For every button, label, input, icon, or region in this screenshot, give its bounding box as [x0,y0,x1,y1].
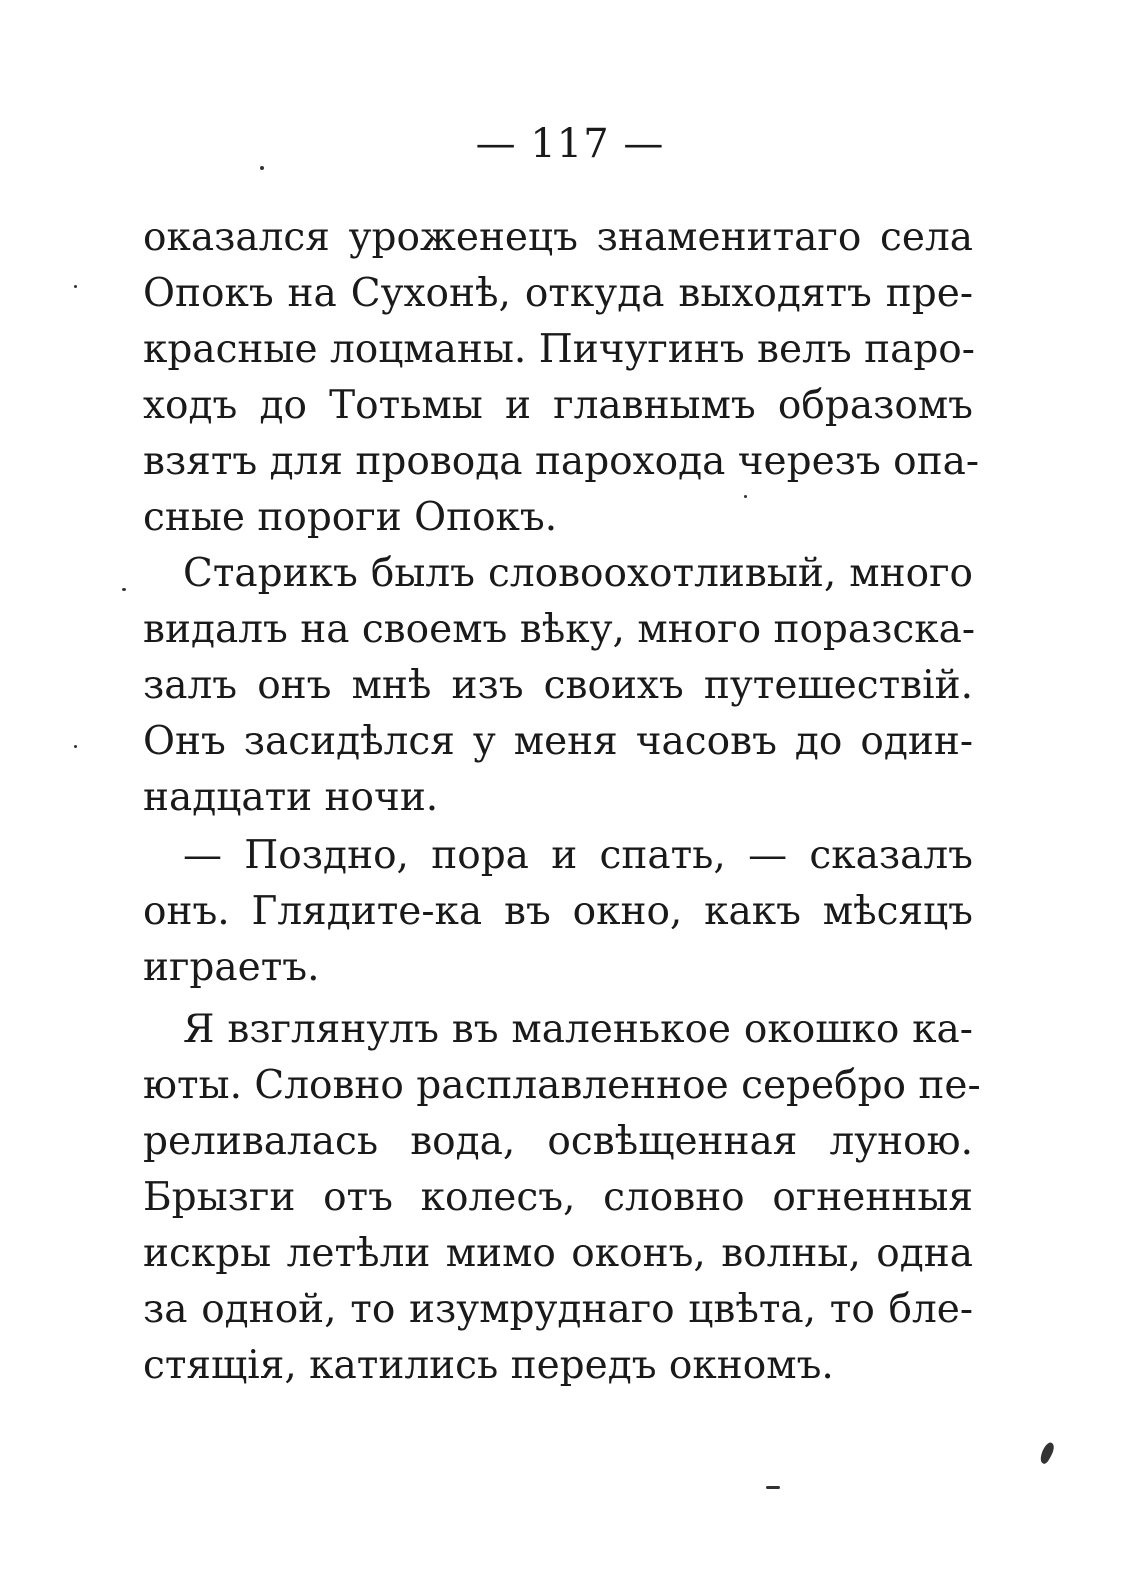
text-line: Старикъ былъ словоохотливый, много [183,551,973,596]
page-number: — 117 — [475,121,665,167]
text-line: онъ. Глядите-ка въ окно, какъ мѣсяцъ [143,889,973,934]
text-line: стящія, катились передъ окномъ. [143,1343,834,1388]
paragraph [143,210,980,546]
text-line: красные лоцманы. Пичугинъ велъ паро- [143,327,975,372]
text-line: взятъ для провода парохода черезъ опа- [143,439,980,484]
text-line: Опокъ на Сухонѣ, откуда выходятъ пре- [143,271,973,316]
paragraph [143,1002,981,1394]
text-line: видалъ на своемъ вѣку, много поразска- [143,607,976,652]
scan-speck [122,588,126,591]
text-line: искры летѣли мимо оконъ, волны, одна [143,1231,973,1276]
text-line: за одной, то изумруднаго цвѣта, то бле- [143,1287,973,1332]
text-line: оказался уроженецъ знаменитаго села [143,215,973,260]
text-line: реливалась вода, освѣщенная луною. [143,1119,973,1164]
text-line: — Поздно, пора и спать, — сказалъ [183,833,973,878]
text-line: Брызги отъ колесъ, словно огненныя [143,1175,973,1220]
text-line: юты. Словно расплавленное серебро пе- [143,1063,981,1108]
paragraph [143,828,973,996]
paragraph [143,546,976,826]
scan-speck [74,285,77,288]
text-line: залъ онъ мнѣ изъ своихъ путешествій. [143,663,973,708]
scan-speck [766,1486,780,1489]
text-line: сные пороги Опокъ. [143,495,558,540]
scan-speck [744,495,747,498]
scan-speck [260,166,264,170]
text-line: надцати ночи. [143,775,439,820]
text-line: играетъ. [143,945,320,990]
scan-speck [1037,1441,1057,1465]
text-line: Я взглянулъ въ маленькое окошко ка- [183,1007,973,1052]
scan-speck [74,745,77,748]
text-line: Онъ засидѣлся у меня часовъ до один- [143,719,973,764]
text-line: ходъ до Тотьмы и главнымъ образомъ [143,383,973,428]
